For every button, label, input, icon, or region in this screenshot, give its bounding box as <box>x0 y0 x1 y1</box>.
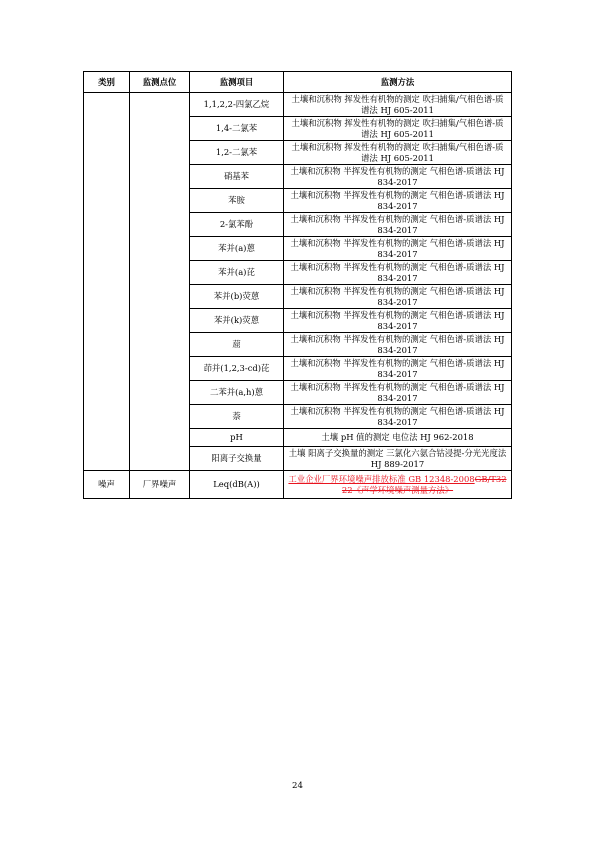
noise-row <box>84 471 512 499</box>
noise-item: Leq(dB(A)) <box>190 471 284 499</box>
monitoring-method: 土壤 阳离子交换量的测定 三氯化六氨合钴浸提-分光光度法 HJ 889-2017 <box>284 447 512 471</box>
monitoring-item: 苯并(a)芘 <box>190 261 284 285</box>
monitoring-methods-table <box>83 71 512 499</box>
noise-point: 厂界噪声 <box>130 471 190 499</box>
monitoring-method: 土壤和沉积物 半挥发性有机物的测定 气相色谱-质谱法 HJ 834-2017 <box>284 405 512 429</box>
category-cell-blank <box>84 93 130 471</box>
monitoring-item: 1,2-二氯苯 <box>190 141 284 165</box>
monitoring-item: 䓛 <box>190 333 284 357</box>
monitoring-item: 苯胺 <box>190 189 284 213</box>
deleted-revision-text: GB/T3222《声学环境噪声测量方法》 <box>341 473 507 495</box>
monitoring-method: 土壤和沉积物 半挥发性有机物的测定 气相色谱-质谱法 HJ 834-2017 <box>284 213 512 237</box>
monitoring-method: 土壤和沉积物 挥发性有机物的测定 吹扫捕集/气相色谱-质谱法 HJ 605-2011 <box>284 141 512 165</box>
monitoring-item: pH <box>190 429 284 447</box>
monitoring-method: 土壤和沉积物 半挥发性有机物的测定 气相色谱-质谱法 HJ 834-2017 <box>284 333 512 357</box>
monitoring-item: 阳离子交换量 <box>190 447 284 471</box>
monitoring-method: 土壤和沉积物 半挥发性有机物的测定 气相色谱-质谱法 HJ 834-2017 <box>284 165 512 189</box>
monitoring-item: 1,4-二氯苯 <box>190 117 284 141</box>
header-monitoring-item: 监测项目 <box>190 72 284 93</box>
monitoring-item: 硝基苯 <box>190 165 284 189</box>
table-row <box>84 93 512 117</box>
monitoring-method: 土壤和沉积物 半挥发性有机物的测定 气相色谱-质谱法 HJ 834-2017 <box>284 381 512 405</box>
monitoring-item: 萘 <box>190 405 284 429</box>
monitoring-item: 茚并(1,2,3-cd)芘 <box>190 357 284 381</box>
monitoring-item: 二苯并(a,h)蒽 <box>190 381 284 405</box>
monitoring-method: 土壤和沉积物 半挥发性有机物的测定 气相色谱-质谱法 HJ 834-2017 <box>284 309 512 333</box>
header-category: 类别 <box>84 72 130 93</box>
page-number: 24 <box>292 781 303 791</box>
monitoring-item: 苯并(k)荧蒽 <box>190 309 284 333</box>
monitoring-method: 土壤 pH 值的测定 电位法 HJ 962-2018 <box>284 429 512 447</box>
noise-category: 噪声 <box>84 471 130 499</box>
monitoring-item: 1,1,2,2-四氯乙烷 <box>190 93 284 117</box>
point-cell-blank <box>130 93 190 471</box>
monitoring-method: 土壤和沉积物 半挥发性有机物的测定 气相色谱-质谱法 HJ 834-2017 <box>284 261 512 285</box>
monitoring-method: 土壤和沉积物 挥发性有机物的测定 吹扫捕集/气相色谱-质谱法 HJ 605-2011 <box>284 93 512 117</box>
monitoring-method: 土壤和沉积物 半挥发性有机物的测定 气相色谱-质谱法 HJ 834-2017 <box>284 357 512 381</box>
header-monitoring-point: 监测点位 <box>130 72 190 93</box>
table-header-row <box>84 72 512 93</box>
monitoring-item: 苯并(a)蒽 <box>190 237 284 261</box>
monitoring-method: 土壤和沉积物 半挥发性有机物的测定 气相色谱-质谱法 HJ 834-2017 <box>284 285 512 309</box>
monitoring-item: 2-氯苯酚 <box>190 213 284 237</box>
monitoring-item: 苯并(b)荧蒽 <box>190 285 284 309</box>
header-monitoring-method: 监测方法 <box>284 72 512 93</box>
monitoring-method: 土壤和沉积物 挥发性有机物的测定 吹扫捕集/气相色谱-质谱法 HJ 605-2011 <box>284 117 512 141</box>
monitoring-method: 土壤和沉积物 半挥发性有机物的测定 气相色谱-质谱法 HJ 834-2017 <box>284 189 512 213</box>
monitoring-method: 土壤和沉积物 半挥发性有机物的测定 气相色谱-质谱法 HJ 834-2017 <box>284 237 512 261</box>
noise-method <box>284 471 512 499</box>
inserted-revision-text: 工业企业厂界环境噪声排放标准 GB 12348-2008 <box>288 473 475 484</box>
